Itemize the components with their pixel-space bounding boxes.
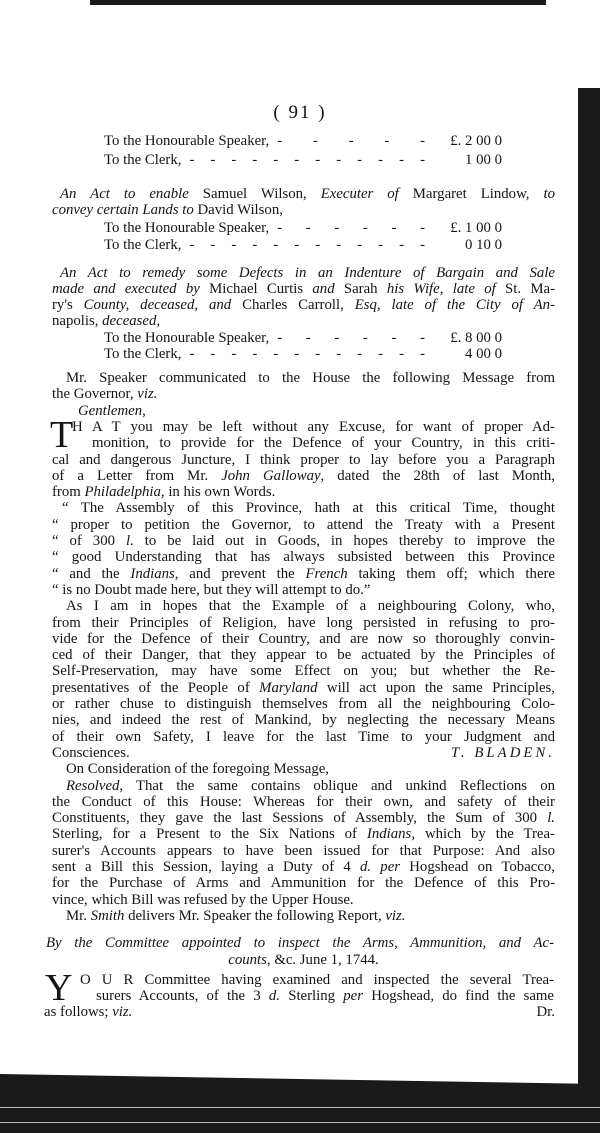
italic-text: convey certain Lands to — [52, 202, 194, 218]
message-line — [66, 370, 555, 386]
text-segment: cal and dangerous Juncture, I think proper to lay before you a Paragraph — [52, 451, 555, 468]
text-segment: sent a Bill this Session, laying a Duty of 4 — [52, 859, 360, 875]
message-line — [66, 778, 555, 794]
text-segment: the Conduct of this House: Whereas for their own, and safety of their — [52, 793, 555, 810]
text-segment: or rather chuse to distinguish themselves from all the neighbouring Colo- — [52, 696, 555, 712]
italic-text: viz. — [137, 386, 158, 403]
text-segment: , That the same contains oblique and unkind Reflections on — [119, 777, 555, 794]
fee-label: To the Clerk, — [104, 237, 182, 253]
italic-text: Indians — [366, 826, 412, 843]
text-segment: to be laid out in Goods, in hopes thereby to improve the — [133, 533, 556, 549]
act-title-line — [60, 186, 555, 202]
text-segment: St. Ma- — [495, 281, 555, 297]
italic-text: d. per — [359, 859, 401, 875]
text-segment: , &c. June 1, 1744. — [266, 952, 379, 968]
italic-text: An Act to remedy some Defects in an Indenture of Bargain and Sale — [60, 265, 555, 281]
text-segment: Margaret Lindow, — [398, 186, 544, 202]
text-segment: of a Letter from Mr. — [52, 467, 222, 484]
message-line — [52, 826, 555, 842]
report-line — [44, 1004, 344, 1020]
text-segment: “ is no Doubt made here, but they will attempt to do.” — [52, 581, 371, 598]
drop-cap: T — [50, 413, 74, 456]
italic-text: Maryland — [259, 679, 318, 696]
text-segment: , which by the Trea- — [411, 826, 555, 843]
italic-text: and — [312, 281, 335, 297]
fee-label: To the Clerk, — [104, 346, 182, 362]
italic-text: l. — [125, 533, 134, 549]
text-segment: as follows; — [44, 1004, 113, 1020]
message-line — [52, 810, 555, 826]
italic-text: made and executed by — [52, 281, 200, 297]
committee-heading — [46, 935, 554, 951]
scan-edge-line — [0, 1107, 600, 1108]
text-segment: Charles Carroll, — [231, 297, 355, 313]
text-segment: vince, which Bill was refused by the Upper House. — [52, 891, 354, 908]
fee-leader: - - - - - - - - - - - - — [189, 152, 426, 168]
italic-text: deceased, — [102, 313, 161, 329]
message-line — [52, 794, 555, 810]
text-segment: O U R Committee having examined and inspected the several Trea- — [80, 972, 554, 988]
text-segment: Mr. — [66, 907, 91, 924]
text-segment: Hogshead, do find the same — [363, 988, 554, 1004]
message-line — [52, 696, 555, 712]
scan-edge-line — [0, 1122, 600, 1123]
act-title-line — [60, 265, 555, 281]
message-line — [52, 517, 555, 533]
act-title-line — [52, 313, 555, 329]
italic-text: John Galloway — [221, 467, 321, 484]
italic-text: d. — [268, 988, 281, 1004]
column-head-debit: Dr. — [536, 1004, 555, 1020]
message-line — [52, 631, 555, 647]
act-title-line — [52, 202, 452, 218]
fee-amount: £. 1 00 0 — [450, 220, 502, 236]
message-line — [66, 908, 555, 924]
text-segment: delivers Mr. Speaker the following Report, — [124, 907, 386, 924]
message-line — [52, 582, 555, 598]
italic-text: County, deceased, and — [83, 297, 232, 313]
message-line — [52, 452, 555, 468]
text-segment: Samuel Wilson, — [188, 186, 321, 202]
fee-line — [104, 346, 502, 362]
scan-edge-top — [90, 0, 546, 5]
fee-label: To the Honourable Speaker, — [104, 330, 270, 346]
text-segment: the Governor, — [52, 386, 138, 403]
text-segment: Hogshead on Tobacco, — [400, 859, 555, 875]
text-segment: Mr. Speaker communicated to the House the following Message from — [66, 370, 555, 386]
message-line — [66, 598, 555, 614]
fee-line — [104, 237, 502, 253]
italic-text: to — [543, 186, 555, 202]
message-line — [52, 892, 555, 908]
text-segment: Sterling, for a Present to the Six Nations of — [52, 826, 367, 843]
message-line — [52, 875, 555, 891]
italic-text: counts — [228, 952, 267, 968]
scan-edge-right — [578, 88, 600, 1088]
report-line — [80, 972, 554, 988]
italic-text: l. — [547, 810, 555, 827]
text-segment: Sterling — [280, 988, 344, 1004]
text-segment: “ and the — [52, 565, 131, 582]
act-title-line — [52, 297, 555, 313]
text-segment: from — [52, 484, 85, 501]
text-segment: “ proper to petition the Governor, to attend the Treaty with a Present — [52, 516, 555, 533]
text-segment: Michael Curtis — [199, 281, 313, 297]
fee-label: To the Honourable Speaker, — [104, 220, 270, 236]
text-segment: surer's Accounts appears to have been issued for that Purpose: And also — [52, 842, 555, 859]
text-segment: H A T you may be left without any Excuse, for want of proper Ad- — [72, 418, 555, 435]
message-line — [52, 663, 555, 679]
fee-label: To the Clerk, — [104, 152, 182, 168]
italic-text: Philadelphia — [84, 484, 161, 501]
italic-text: Resolved — [66, 777, 120, 794]
text-segment: ry's — [52, 297, 84, 313]
text-segment: , dated the 28th of last Month, — [320, 467, 555, 484]
message-line — [66, 761, 555, 777]
fee-label: To the Honourable Speaker, — [104, 133, 270, 149]
act-title-line — [52, 281, 555, 297]
message-line — [52, 549, 555, 565]
committee-heading — [52, 952, 555, 968]
salutation — [78, 403, 555, 419]
text-segment: David Wilson, — [193, 202, 283, 218]
text-segment: “ good Understanding that has always subsisted between this Province — [52, 549, 555, 566]
text-segment: As I am in hopes that the Example of a neighbouring Colony, who, — [66, 598, 555, 615]
signature: T. BLADEN. — [450, 744, 555, 761]
message-line — [92, 435, 555, 451]
text-segment: On Consideration of the foregoing Message, — [66, 761, 329, 778]
fee-amount: £. 8 00 0 — [450, 330, 502, 346]
italic-text: By the Committee appointed to inspect the Arms, Ammunition, and Ac- — [46, 935, 554, 951]
text-segment: nies, and indeed the rest of Mankind, by neglecting the necessary Means — [52, 712, 555, 729]
fee-leader: - - - - - - - - - - - - — [189, 237, 426, 253]
text-segment: monition, to provide for the Defence of your Country, in this criti- — [92, 435, 555, 452]
scan-edge-bottom — [0, 1070, 600, 1133]
message-line — [72, 419, 555, 435]
message-line — [52, 566, 555, 582]
italic-text: per — [343, 988, 364, 1004]
italic-text: his Wife, late of — [386, 281, 496, 297]
message-line — [52, 680, 555, 696]
message-line — [52, 843, 555, 859]
italic-text: Esq, late of the City of An- — [354, 297, 555, 313]
text-segment: for the Purchase of Arms and Ammunition for the Defence of this Pro- — [52, 875, 555, 892]
text-segment: , and prevent the — [174, 565, 306, 582]
fee-line — [104, 133, 502, 149]
text-segment: ced of their Danger, that they appear to be actuated by the Principles of — [52, 647, 555, 664]
message-line — [52, 712, 555, 728]
fee-leader: - - - - - - - - - - - - — [189, 346, 426, 362]
drop-cap: Y — [45, 967, 73, 1009]
italic-text: viz. — [385, 907, 406, 924]
text-segment: Constituents, they gave the last Sessions of Assembly, the Sum of 300 — [52, 810, 548, 827]
fee-amount: £. 2 00 0 — [450, 133, 502, 149]
message-line — [52, 533, 555, 549]
text-segment: “ The Assembly of this Province, hath at this critical Time, thought — [62, 500, 555, 517]
italic-text: viz. — [112, 1004, 133, 1020]
italic-text: Smith — [90, 907, 125, 924]
text-segment: presentatives of the People of — [52, 679, 260, 696]
text-segment: from their Principles of Religion, have long persisted in refusing to pro- — [52, 614, 555, 631]
fee-leader: - - - - - - — [277, 220, 426, 236]
italic-text: An Act to enable — [60, 186, 189, 202]
fee-amount: 1 00 0 — [465, 152, 502, 168]
text-segment: Consciences. — [52, 744, 130, 761]
fee-amount: 4 00 0 — [465, 346, 502, 362]
italic-text: Executer of — [320, 186, 399, 202]
message-line — [52, 386, 555, 402]
page-number: ( 91 ) — [273, 102, 327, 123]
fee-line — [104, 330, 502, 346]
italic-text: French — [305, 565, 348, 582]
fee-line — [104, 220, 502, 236]
text-segment: Self-Preservation, may have some Effect on you; but whether the Re- — [52, 663, 555, 680]
message-line — [52, 859, 555, 875]
message-line — [62, 500, 555, 516]
message-line — [52, 647, 555, 663]
report-line — [96, 988, 554, 1004]
text-segment: taking them off; which there — [347, 565, 556, 582]
fee-leader: - - - - - — [277, 133, 426, 149]
text-segment: of their own Safety, I leave for the last Time to your Judgment and — [52, 728, 555, 745]
text-segment: Sarah — [334, 281, 387, 297]
text-segment: surers Accounts, of the 3 — [96, 988, 269, 1004]
fee-amount: 0 10 0 — [465, 237, 502, 253]
text-segment: , in his own Words. — [160, 484, 276, 501]
message-line — [52, 729, 555, 745]
message-line — [52, 615, 555, 631]
fee-leader: - - - - - - — [277, 330, 426, 346]
text-segment: napolis, — [52, 313, 103, 329]
fee-line — [104, 152, 502, 168]
text-segment: will act upon the same Principles, — [317, 679, 555, 696]
message-line — [52, 484, 555, 500]
italic-text: Indians — [130, 565, 175, 582]
italic-text: Gentlemen, — [78, 402, 146, 419]
text-segment: vide for the Defence of their Country, and are now so thoroughly convin- — [52, 630, 555, 647]
text-segment: “ of 300 — [52, 533, 126, 549]
message-line — [52, 468, 555, 484]
